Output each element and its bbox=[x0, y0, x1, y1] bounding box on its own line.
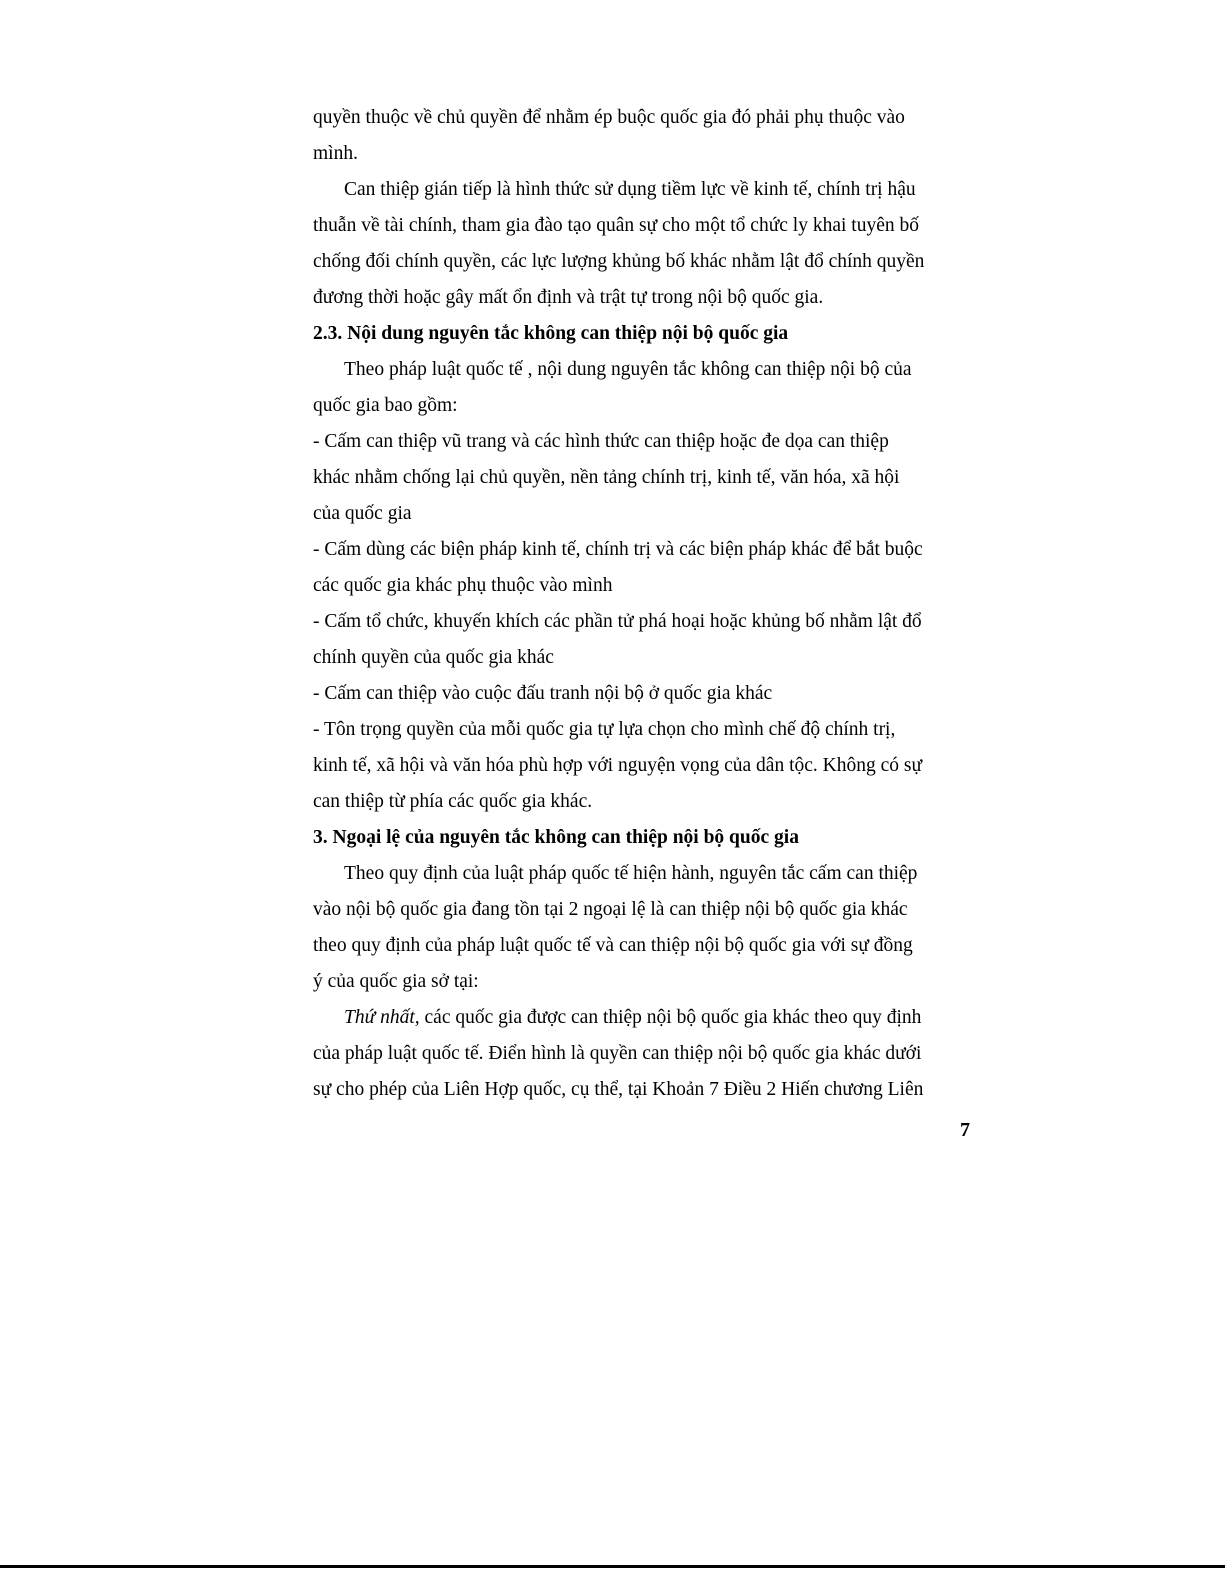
italic-lead: Thứ nhất, bbox=[344, 1007, 420, 1028]
text-span: các quốc gia được can thiệp nội bộ quốc gia khác theo quy định bbox=[424, 1007, 922, 1028]
section-heading-2-3: 2.3. Nội dung nguyên tắc không can thiệp nội bộ quốc gia bbox=[313, 323, 789, 344]
paragraph-start: Theo quy định của luật pháp quốc tế hiện hành, nguyên tắc cấm can thiệp bbox=[344, 863, 918, 884]
text-line: của quốc gia bbox=[313, 503, 412, 524]
paragraph-start bbox=[313, 1000, 983, 1036]
text-line: quốc gia bao gồm: bbox=[313, 395, 458, 416]
text-line: vào nội bộ quốc gia đang tồn tại 2 ngoại lệ là can thiệp nội bộ quốc gia khác bbox=[313, 899, 908, 920]
text-line: ý của quốc gia sở tại: bbox=[313, 971, 479, 992]
text-line: của pháp luật quốc tế. Điển hình là quyền can thiệp nội bộ quốc gia khác dưới bbox=[313, 1043, 922, 1064]
text-line: mình. bbox=[313, 143, 358, 164]
section-heading-3: 3. Ngoại lệ của nguyên tắc không can thiệp nội bộ quốc gia bbox=[313, 827, 799, 848]
paragraph-start: Theo pháp luật quốc tế , nội dung nguyên tắc không can thiệp nội bộ của bbox=[344, 359, 912, 380]
list-item-line: - Tôn trọng quyền của mỗi quốc gia tự lựa chọn cho mình chế độ chính trị, bbox=[313, 719, 896, 740]
text-line: quyền thuộc về chủ quyền để nhằm ép buộc quốc gia đó phải phụ thuộc vào bbox=[313, 107, 905, 128]
document-body bbox=[313, 100, 983, 1108]
list-item-line: - Cấm tổ chức, khuyến khích các phần tử phá hoại hoặc khủng bố nhằm lật đổ bbox=[313, 611, 922, 632]
bottom-divider bbox=[0, 1565, 1225, 1568]
paragraph-start: Can thiệp gián tiếp là hình thức sử dụng tiềm lực về kinh tế, chính trị hậu bbox=[344, 179, 916, 200]
text-line: khác nhằm chống lại chủ quyền, nền tảng chính trị, kinh tế, văn hóa, xã hội bbox=[313, 467, 900, 488]
text-line: các quốc gia khác phụ thuộc vào mình bbox=[313, 575, 613, 596]
text-line: đương thời hoặc gây mất ổn định và trật tự trong nội bộ quốc gia. bbox=[313, 287, 824, 308]
list-item-line: - Cấm can thiệp vào cuộc đấu tranh nội bộ ở quốc gia khác bbox=[313, 683, 773, 704]
text-line: sự cho phép của Liên Hợp quốc, cụ thể, tại Khoản 7 Điều 2 Hiến chương Liên bbox=[313, 1079, 924, 1100]
list-item-line: - Cấm dùng các biện pháp kinh tế, chính trị và các biện pháp khác để bắt buộc bbox=[313, 539, 923, 560]
text-line: chống đối chính quyền, các lực lượng khủng bố khác nhằm lật đổ chính quyền bbox=[313, 251, 925, 272]
text-line: thuẫn về tài chính, tham gia đào tạo quân sự cho một tổ chức ly khai tuyên bố bbox=[313, 215, 919, 236]
text-line: can thiệp từ phía các quốc gia khác. bbox=[313, 791, 593, 812]
text-line: theo quy định của pháp luật quốc tế và can thiệp nội bộ quốc gia với sự đồng bbox=[313, 935, 913, 956]
text-line: kinh tế, xã hội và văn hóa phù hợp với nguyện vọng của dân tộc. Không có sự bbox=[313, 755, 923, 776]
list-item-line: - Cấm can thiệp vũ trang và các hình thức can thiệp hoặc đe dọa can thiệp bbox=[313, 431, 889, 452]
text-line: chính quyền của quốc gia khác bbox=[313, 647, 554, 668]
page-number: 7 bbox=[960, 1119, 970, 1141]
